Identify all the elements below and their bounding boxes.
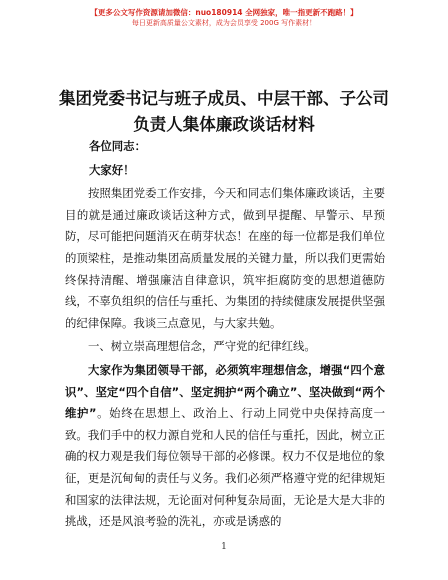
document-body (65, 136, 385, 533)
document-title-line1: 集团党委书记与班子成员、中层干部、子公司 (59, 89, 389, 108)
intro-paragraph: 按照集团党委工作安排，今天和同志们集体廉政谈话，主要目的就是通过廉政谈话这种方式，做到早提醒、早警示、早预防，尽可能把问题消灭在萌芽状态！在座的每一位都是我们单位的顶梁柱，是推动集团高质量发展的关键力量，所以我们更需始终保持清醒、增强廉洁自律意识，筑牢拒腐防变的思想道德防线，不辜负组织的信任与重托、为集团的持续健康发展提供坚强的纪律保障。我谈三点意见，与大家共勉。 (65, 186, 385, 330)
promo-banner (0, 7, 448, 29)
document-title-line2: 负责人集体廉政谈话材料 (133, 115, 315, 134)
bold-lead-a: 大家作为集团领导干部，必须筑牢理想信念，增强“四个 (88, 362, 374, 377)
greeting: 大家好！ (89, 162, 135, 177)
page-number: 1 (221, 542, 227, 552)
document-title (0, 86, 448, 138)
section-heading-1: 一、树立崇高理想信念，严守党的纪律红线。 (88, 339, 316, 354)
section-1-paragraph (65, 360, 385, 533)
paragraph-rest: 。始终在思想上、政治上、行动上同党中央保持高度一致。我们手中的权力源自党和人民的信任与重托，因此，树立正确的权力观是我们每位领导干部的必修课。权力不仅是地位的象征，更是沉甸甸的责任与义务。我们必须严格遵守党的纪律规矩和国家的法律法规，无论面对何种复杂局面，无论是大是大非的挑战，还是风浪考验的洗礼，亦或是诱惑的 (65, 406, 385, 529)
promo-banner-line1: 【更多公文写作资源请加微信：nuo180914 全网独家，唯一指更新不跑路！】 (90, 8, 358, 17)
promo-banner-line2: 每日更新高质量公文素材，成为会员享受 200G 写作素材！ (131, 19, 317, 27)
salutation: 各位同志： (89, 139, 146, 153)
bold-lead-b: 意识”、坚定“四个自信”、坚定拥护“两个确立”、坚决做到“两个维护” (65, 362, 385, 421)
